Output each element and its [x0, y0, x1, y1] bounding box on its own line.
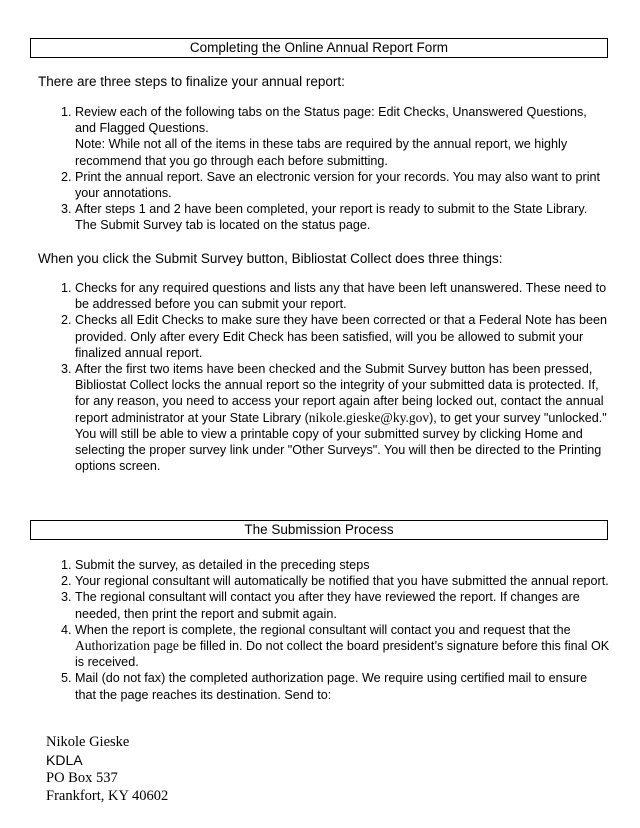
step-text-continued: be filled in. Do not collect the board president’s signature before this final OK is received.: [75, 639, 610, 670]
section-title-completing-form: Completing the Online Annual Report Form: [30, 38, 608, 58]
list-item: 2. Print the annual report. Save an electronic version for your records. You may also want to print your annotations.: [75, 169, 610, 201]
list-item: 2. Your regional consultant will automatically be notified that you have submitted the annual report.: [75, 573, 610, 589]
list-item: 1. Submit the survey, as detailed in the preceding steps: [75, 557, 610, 573]
email-address: nikole.gieske@ky.gov: [308, 409, 430, 425]
list-item: 5. Mail (do not fax) the completed authorization page. We require using certified mail to ensure that the page reaches its destination. Send to:: [75, 670, 610, 702]
intro-submit-survey: When you click the Submit Survey button, Bibliostat Collect does three things:: [38, 251, 503, 266]
mailing-address: [46, 733, 168, 805]
list-item: 3. The regional consultant will contact you after they have reviewed the report. If changes are needed, then print the report and submit again.: [75, 589, 610, 621]
section-title-submission-process: The Submission Process: [30, 520, 608, 540]
list-item: 1. Checks for any required questions and lists any that have been left unanswered. These need to be addressed before you can submit your report.: [75, 280, 610, 312]
list-item: [75, 622, 610, 671]
step-text: Review each of the following tabs on the Status page: Edit Checks, Unanswered Questions, and Flagged Questions.: [75, 105, 587, 136]
submit-actions-list: [0, 280, 610, 474]
submission-process-list: [0, 557, 610, 703]
authorization-page-term: Authorization page: [75, 638, 179, 654]
address-city: Frankfort, KY 40602: [46, 788, 169, 804]
list-item: 2. Checks all Edit Checks to make sure they have been corrected or that a Federal Note has been provided. Only after every Edit Check has been satisfied, will you be allowed to submit your finalized annual report.: [75, 312, 610, 361]
list-item: [75, 361, 610, 474]
step-text: After the first two items have been checked and the Submit Survey button has been pressed, Bibliostat Collect locks the annual report so the integrity of your submitted data is protected. If, for any reason, you need to access your report again after being locked out, contact the annual report administrator at your State Library (: [75, 362, 604, 425]
address-org: KDLA: [46, 752, 83, 768]
finalize-steps-list: [0, 104, 610, 234]
intro-three-steps: There are three steps to finalize your annual report:: [38, 74, 345, 89]
address-name: Nikole Gieske: [46, 734, 130, 750]
step-note: Note: While not all of the items in these tabs are required by the annual report, we highly recommend that you go through each before submitting.: [75, 137, 568, 168]
list-item: [75, 104, 610, 169]
step-text-continued: ), to get your survey "unlocked." You will still be able to view a printable copy of your submitted survey by clicking Home and selecting the proper survey link under "Other Surveys". You will then be directed to the Printing options screen.: [75, 410, 607, 474]
step-text: When the report is complete, the regional consultant will contact you and request that the: [75, 622, 571, 637]
list-item: 3. After steps 1 and 2 have been completed, your report is ready to submit to the State Library. The Submit Survey tab is located on the status page.: [75, 201, 610, 233]
address-po-box: PO Box 537: [46, 770, 118, 786]
